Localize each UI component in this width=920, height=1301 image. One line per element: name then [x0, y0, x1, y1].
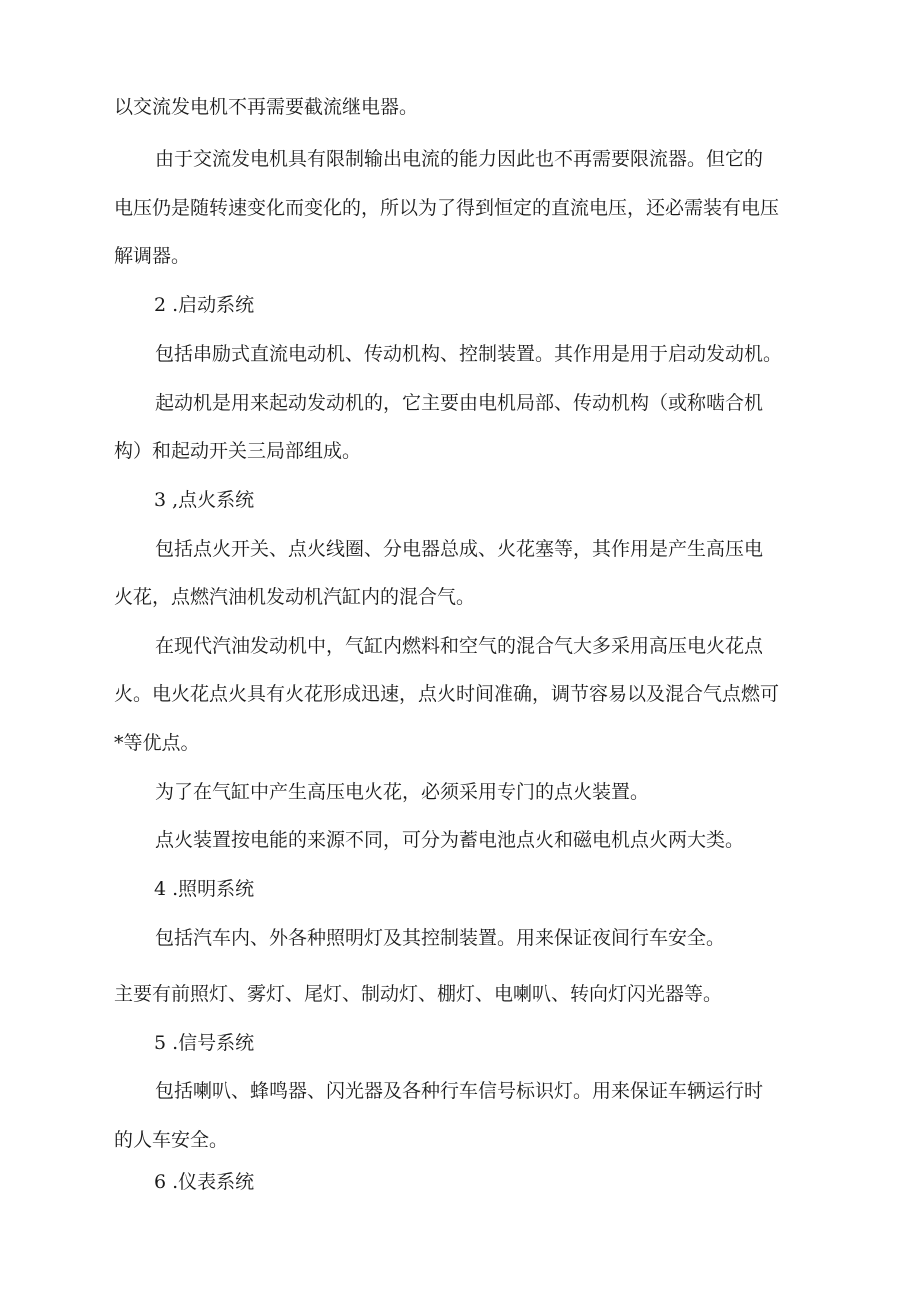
section-heading-3: 3 ,点火系统	[154, 489, 255, 511]
section-heading-6: 6 .仪表系统	[154, 1171, 255, 1193]
section-heading-2: 2 .启动系统	[154, 294, 255, 316]
paragraph-continuation: 以交流发电机不再需要截流继电器。	[114, 96, 419, 118]
paragraph-line: *等优点。	[114, 732, 200, 754]
paragraph-line: 在现代汽油发动机中，气缸内燃料和空气的混合气大多采用高压电火花点	[155, 635, 764, 657]
paragraph-line: 构）和起动开关三局部组成。	[114, 440, 362, 462]
paragraph-line: 包括汽车内、外各种照明灯及其控制装置。用来保证夜间行车安全。	[155, 927, 726, 949]
paragraph-line: 包括点火开关、点火线圈、分电器总成、火花塞等，其作用是产生高压电	[155, 538, 764, 560]
paragraph-line: 电压仍是随转速变化而变化的，所以为了得到恒定的直流电压，还必需装有电压	[114, 197, 780, 219]
paragraph-line: 包括喇叭、蜂鸣器、闪光器及各种行车信号标识灯。用来保证车辆运行时	[155, 1080, 764, 1102]
paragraph-line: 由于交流发电机具有限制输出电流的能力因此也不再需要限流器。但它的	[155, 148, 764, 170]
section-heading-4: 4 .照明系统	[154, 878, 255, 900]
paragraph-line: 火花，点燃汽油机发动机汽缸内的混合气。	[114, 586, 476, 608]
paragraph-line: 点火装置按电能的来源不同，可分为蓄电池点火和磁电机点火两大类。	[155, 829, 745, 851]
paragraph-line: 包括串励式直流电动机、传动机构、控制装置。其作用是用于启动发动机。	[155, 343, 783, 365]
paragraph-line: 主要有前照灯、雾灯、尾灯、制动灯、棚灯、电喇叭、转向灯闪光器等。	[114, 983, 723, 1005]
paragraph-line: 起动机是用来起动发动机的，它主要由电机局部、传动机构（或称啮合机	[155, 392, 764, 414]
paragraph-line: 为了在气缸中产生高压电火花，必须采用专门的点火装置。	[155, 781, 650, 803]
section-heading-5: 5 .信号系统	[154, 1032, 255, 1054]
paragraph-line: 解调器。	[114, 245, 191, 267]
paragraph-line: 的人车安全。	[114, 1129, 229, 1151]
paragraph-line: 火。电火花点火具有火花形成迅速，点火时间准确，调节容易以及混合气点燃可	[114, 683, 780, 705]
